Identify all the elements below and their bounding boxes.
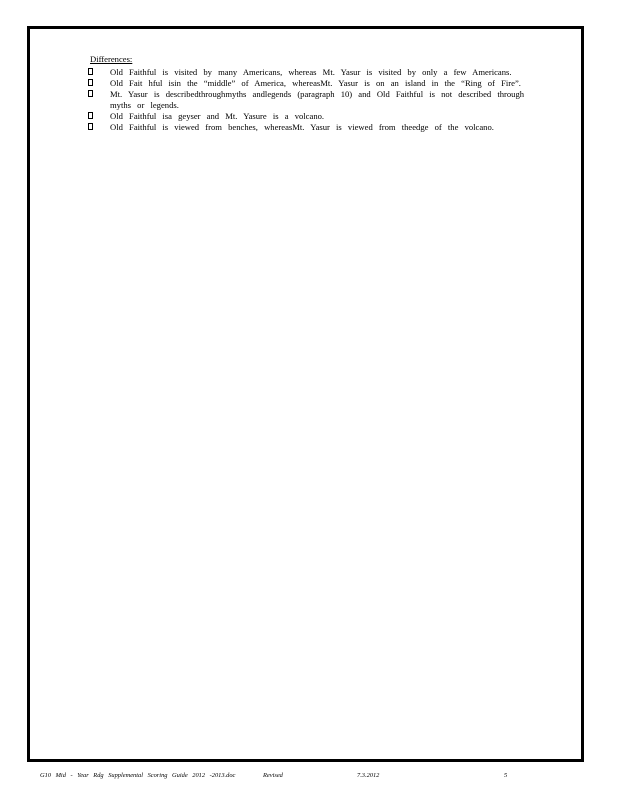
bullet-box-icon: [88, 79, 93, 86]
bullet-box-icon: [88, 123, 93, 130]
list-item: [90, 111, 530, 122]
document-body: [90, 54, 530, 133]
list-item: [90, 78, 530, 89]
bullet-box-icon: [88, 68, 93, 75]
page-border: [27, 26, 584, 762]
page-footer: [30, 771, 590, 781]
footer-page-number: 5: [504, 772, 508, 779]
section-heading: Differences:: [90, 54, 133, 64]
list-item-text: Old Faithful isa geyser and Mt. Yasure is a volcano.: [110, 111, 325, 121]
footer-filename: G10 Mid - Year Rdg Supplemental Scoring Guide 2012 -2013.doc: [40, 772, 236, 779]
list-item: [90, 122, 530, 133]
list-item-text: Old Faithful is visited by many Americans, whereas Mt. Yasur is visited by only a few Americans.: [110, 67, 512, 77]
list-item-text: Mt. Yasur is describedthroughmyths andlegends (paragraph 10) and Old Faithful is not described through myths or legends.: [110, 89, 525, 110]
differences-list: [90, 67, 530, 133]
bullet-box-icon: [88, 112, 93, 119]
list-item-text: Old Fait hful isin the “middle” of America, whereasMt. Yasur is on an island in the “Ring of Fire”.: [110, 78, 521, 88]
list-item-text: Old Faithful is viewed from benches, whereasMt. Yasur is viewed from theedge of the volcano.: [110, 122, 494, 132]
list-item: [90, 67, 530, 78]
footer-date: 7.3.2012: [357, 772, 380, 779]
bullet-box-icon: [88, 90, 93, 97]
footer-status: Revised: [263, 772, 283, 779]
list-item: [90, 89, 530, 111]
